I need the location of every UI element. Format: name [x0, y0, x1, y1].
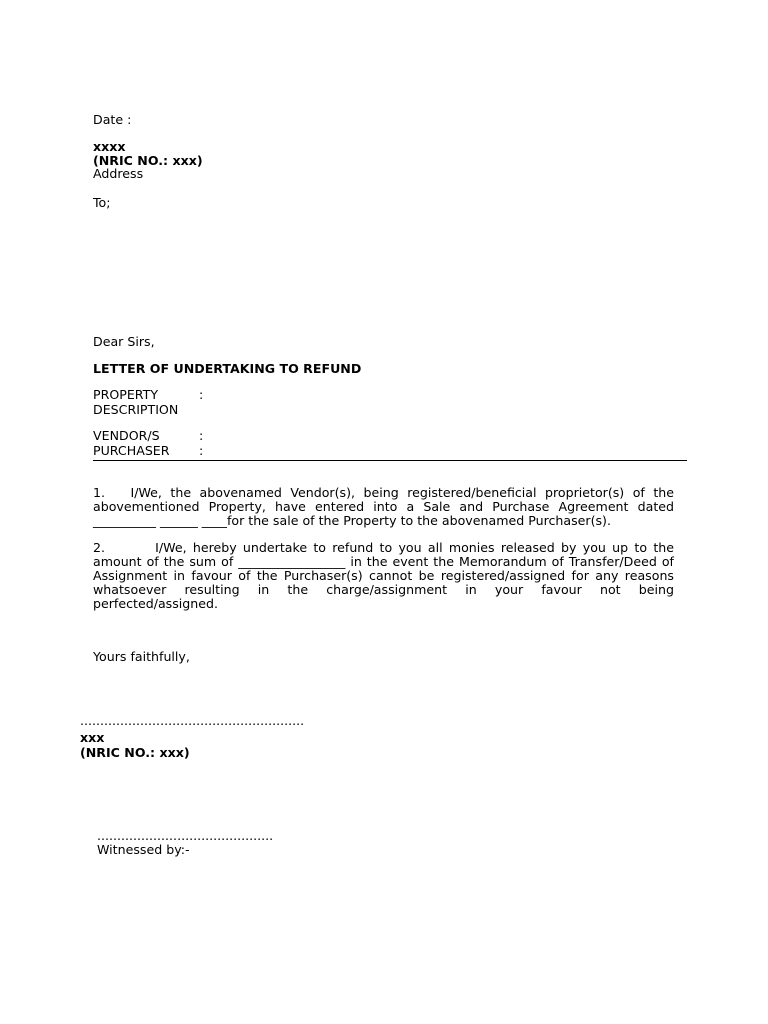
paragraph-2-number: 2.	[93, 540, 106, 555]
paragraph-2	[93, 541, 674, 611]
signature-line: ........................................................	[80, 713, 305, 728]
date-label: Date :	[93, 112, 132, 127]
header-divider	[93, 460, 687, 461]
salutation: Dear Sirs,	[93, 334, 155, 349]
property-field-row	[93, 388, 203, 402]
purchaser-label: PURCHASER	[93, 443, 170, 458]
closing: Yours faithfully,	[93, 649, 190, 664]
witness-signature-line: ............................................	[97, 828, 274, 843]
vendor-field-row	[93, 429, 203, 443]
sender-address: Address	[93, 166, 144, 181]
property-label-line2: DESCRIPTION	[93, 402, 179, 417]
vendor-label: VENDOR/S	[93, 428, 160, 443]
letter-subject: LETTER OF UNDERTAKING TO REFUND	[93, 361, 362, 376]
property-label: PROPERTY	[93, 387, 159, 402]
purchaser-colon: :	[199, 443, 204, 458]
signatory-name: xxx	[80, 730, 105, 745]
witness-label: Witnessed by:-	[97, 842, 190, 857]
paragraph-1	[93, 486, 674, 528]
purchaser-field-row	[93, 444, 203, 458]
vendor-colon: :	[199, 428, 204, 443]
paragraph-1-text: I/We, the abovenamed Vendor(s), being registered/beneficial proprietor(s) of the abovementioned Property, have entered into a Sale and Purchase Agreement dated __________ ______ ____for the sale of the Property to the abovenamed Purchaser(s).	[93, 485, 674, 528]
sender-nric: (NRIC NO.: xxx)	[93, 153, 203, 168]
property-colon: :	[199, 387, 204, 402]
sender-name: xxxx	[93, 139, 126, 154]
signatory-nric: (NRIC NO.: xxx)	[80, 745, 190, 760]
paragraph-2-text: I/We, hereby undertake to refund to you all monies released by you up to the amount of the sum of _________________ in the event the Memorandum of Transfer/Deed of Assignment in favour of the Purchaser(s) cannot be registered/assigned for any reasons whatsoever resulting in the charge/assignment in your favour not being perfected/assigned.	[93, 540, 674, 611]
to-label: To;	[93, 195, 111, 210]
paragraph-1-number: 1.	[93, 485, 106, 500]
